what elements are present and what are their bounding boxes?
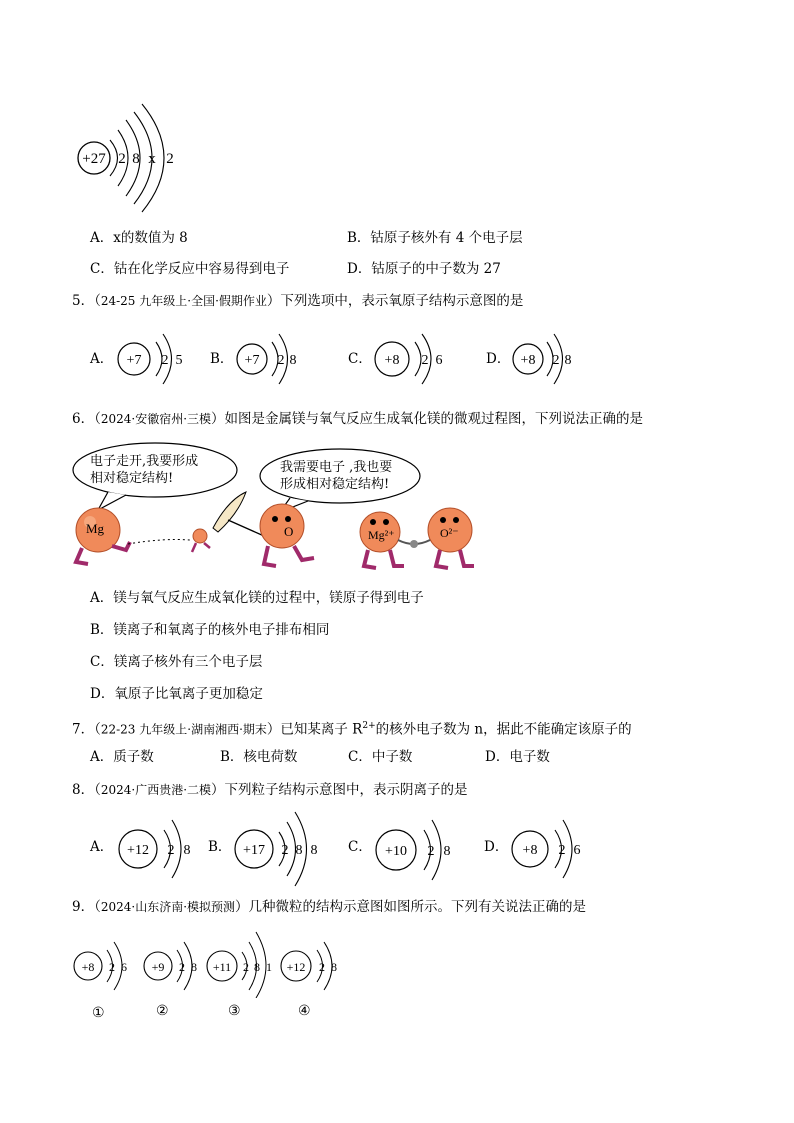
bubble2-line1: 我需要电子 ,我也要: [280, 460, 393, 475]
svg-text:6: 6: [435, 353, 443, 368]
o-label: O: [284, 524, 294, 539]
svg-text:+8: +8: [522, 843, 538, 858]
q6-option-c[interactable]: C．镁离子核外有三个电子层: [90, 654, 263, 670]
q9-atom-1: [70, 928, 140, 998]
q6-option-b[interactable]: B．镁离子和氧离子的核外电子排布相同: [90, 622, 330, 638]
q5-letter-c[interactable]: C．: [348, 351, 372, 367]
q4-option-b[interactable]: B．钴原子核外有 4 个电子层: [347, 230, 523, 246]
q9-label-1: ①: [92, 1005, 105, 1021]
nucleus-label: +27: [82, 151, 106, 167]
q9-diagrams: [70, 928, 370, 1023]
q5-stem: 5．（24-25 九年级上·全国·假期作业）下列选项中，表示氧原子结构示意图的是: [72, 293, 524, 309]
svg-text:8: 8: [289, 353, 297, 368]
svg-text:5: 5: [175, 353, 183, 368]
svg-text:+12: +12: [127, 843, 149, 858]
svg-text:6: 6: [121, 960, 127, 974]
svg-text:2: 2: [319, 960, 325, 974]
o-ion-label: O²⁻: [440, 526, 459, 540]
svg-text:2: 2: [179, 960, 185, 974]
svg-text:2: 2: [558, 843, 566, 858]
svg-text:+8: +8: [520, 353, 536, 368]
svg-text:2: 2: [167, 843, 175, 858]
q5-letter-d[interactable]: D．: [486, 351, 511, 367]
svg-text:2: 2: [427, 844, 435, 859]
svg-text:+10: +10: [385, 844, 407, 859]
svg-text:2: 2: [118, 151, 126, 167]
q8-letter-a[interactable]: A．: [90, 839, 114, 855]
q4-option-c[interactable]: C．钴在化学反应中容易得到电子: [90, 261, 290, 277]
q5-atom-b[interactable]: [234, 330, 314, 390]
svg-text:+7: +7: [244, 353, 260, 368]
svg-text:8: 8: [331, 960, 337, 974]
q4-option-a[interactable]: A．x的数值为 8: [90, 230, 188, 246]
q6-stem: 6．（2024·安徽宿州·三模）如图是金属镁与氧气反应生成氧化镁的微观过程图，下列说法正确的是: [72, 411, 644, 427]
q9-label-4: ④: [298, 1003, 311, 1019]
svg-text:2: 2: [552, 353, 560, 368]
q9-label-2: ②: [156, 1003, 169, 1019]
svg-text:2: 2: [421, 353, 429, 368]
q5-letter-b[interactable]: B．: [210, 351, 234, 367]
q7-option-a[interactable]: A．质子数: [90, 749, 154, 765]
svg-text:8: 8: [443, 844, 451, 859]
q7-option-c[interactable]: C．中子数: [348, 749, 413, 765]
q8-atom-d[interactable]: [508, 808, 608, 888]
q5-letter-a[interactable]: A．: [90, 351, 114, 367]
svg-text:+12: +12: [286, 960, 306, 974]
q8-letter-c[interactable]: C．: [348, 839, 372, 855]
q8-letter-b[interactable]: B．: [208, 839, 232, 855]
q7-stem: 7．（22-23 九年级上·湖南湘西·期末）已知某离子 $R^{2+}$的核外电子数为 n，据此不能确定该原子的: [72, 721, 632, 738]
svg-text:2: 2: [281, 843, 289, 858]
q8-atom-b[interactable]: [232, 808, 342, 888]
bubble1-line2: 相对稳定结构!: [90, 471, 174, 486]
svg-text:+8: +8: [384, 353, 400, 368]
svg-text:6: 6: [573, 843, 581, 858]
q7-option-d[interactable]: D．电子数: [485, 749, 550, 765]
q9-atom-3: [204, 928, 284, 998]
q8-atom-c[interactable]: [372, 808, 472, 888]
svg-text:8: 8: [310, 843, 318, 858]
bubble2-line2: 形成相对稳定结构!: [280, 477, 390, 492]
svg-text:+17: +17: [243, 843, 265, 858]
q5-atom-d[interactable]: [510, 330, 590, 390]
svg-text:8: 8: [132, 151, 140, 167]
q5-atom-a[interactable]: [116, 330, 196, 390]
svg-text:8: 8: [183, 843, 191, 858]
bubble1-line1: 电子走开,我要形成: [90, 454, 199, 469]
q9-atom-4: [278, 928, 358, 998]
svg-text:2: 2: [166, 151, 174, 167]
mg-label: Mg: [86, 521, 105, 536]
svg-text:2: 2: [277, 353, 285, 368]
q4-option-d[interactable]: D．钴原子的中子数为 27: [347, 261, 501, 277]
q9-label-3: ③: [228, 1003, 241, 1019]
q8-options: [86, 808, 706, 888]
svg-text:+7: +7: [126, 353, 142, 368]
svg-text:1: 1: [266, 960, 272, 974]
q8-stem: 8．（2024·广西贵港·二模）下列粒子结构示意图中，表示阴离子的是: [72, 782, 468, 798]
q8-atom-a[interactable]: [116, 808, 216, 888]
mg-o-cartoon: [68, 440, 488, 580]
svg-text:+9: +9: [151, 960, 165, 974]
svg-text:8: 8: [254, 960, 260, 974]
svg-text:+8: +8: [81, 960, 95, 974]
q9-stem: 9．（2024·山东济南·模拟预测）几种微粒的结构示意图如图所示。下列有关说法正确的是: [72, 899, 587, 915]
q6-option-a[interactable]: A．镁与氧气反应生成氧化镁的过程中，镁原子得到电子: [90, 590, 424, 606]
svg-text:8: 8: [191, 960, 197, 974]
mg-ion-label: Mg²⁺: [368, 528, 395, 542]
q5-atom-c[interactable]: [372, 330, 452, 390]
cobalt-atom-diagram: [70, 100, 200, 220]
svg-text:8: 8: [295, 843, 303, 858]
svg-text:8: 8: [564, 353, 572, 368]
q9-atom-2: [140, 928, 210, 998]
svg-text:2: 2: [109, 960, 115, 974]
q5-options: [86, 330, 726, 390]
svg-text:2: 2: [243, 960, 249, 974]
q6-option-d[interactable]: D．氧原子比氧离子更加稳定: [90, 686, 263, 702]
svg-text:x: x: [148, 151, 156, 167]
svg-text:2: 2: [161, 353, 169, 368]
q7-option-b[interactable]: B．核电荷数: [220, 749, 298, 765]
q8-letter-d[interactable]: D．: [484, 839, 509, 855]
svg-text:+11: +11: [212, 960, 232, 974]
